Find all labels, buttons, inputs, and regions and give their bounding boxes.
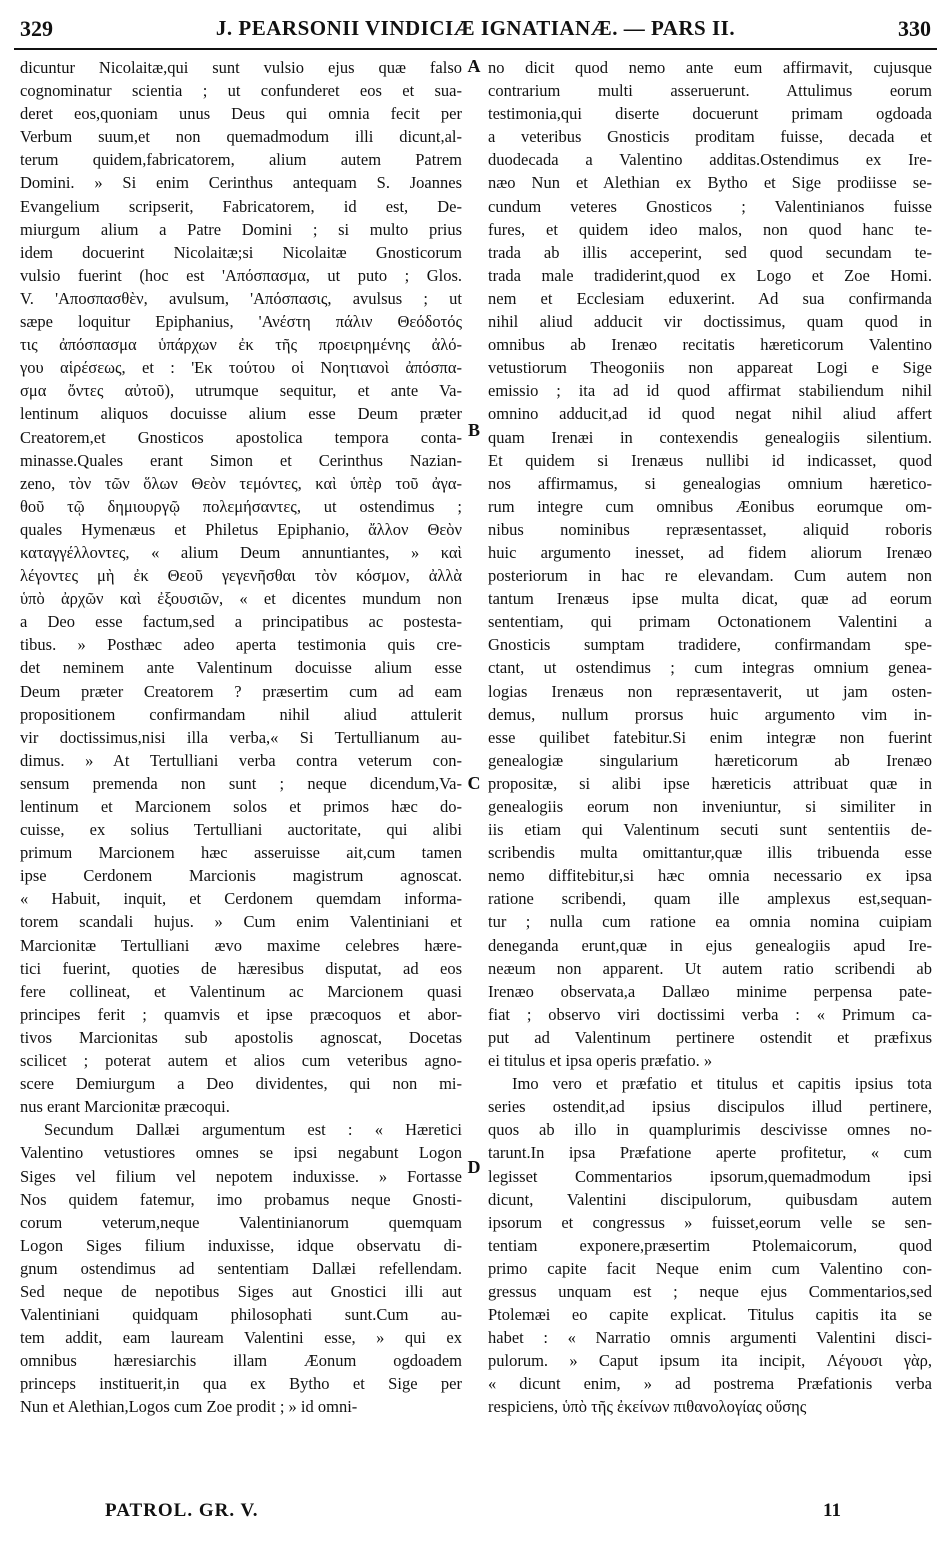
text-line: neæum non apparent. Ut autem ratio scribendi ab bbox=[488, 958, 932, 978]
text-line: Siges vel filium vel nepotem induxisse. » Fortasse bbox=[20, 1166, 462, 1186]
text-line: ctant, ut ostendimus ; cum integras omnium genea- bbox=[488, 658, 932, 678]
text-line: Sed neque de nepotibus Siges aut Gnostici illi aut bbox=[20, 1281, 462, 1301]
text-line: Verbum suum,et non quemadmodum illi dicunt,al- bbox=[20, 127, 462, 147]
text-line: tibus. » Posthæc adeo aperta testimonia quis cre- bbox=[20, 635, 462, 655]
text-line: fere collineat, et Valentinum ac Marcionem quasi bbox=[20, 981, 462, 1001]
text-line: testimonia,qui diserte docuerunt primam ogdoada bbox=[488, 104, 932, 124]
text-line: tem addit, eam lauream Valentini esse, » qui ex bbox=[20, 1328, 462, 1348]
left-column bbox=[20, 56, 462, 1419]
text-line: cuisse, ex solius Tertulliani auctoritate, qui alibi bbox=[20, 820, 462, 840]
text-line: iis etiam qui Valentinum secuti sunt sententiis de- bbox=[488, 820, 932, 840]
text-line: dicunt, Valentini discipulorum, quibusdam autem bbox=[488, 1189, 932, 1209]
text-line: V. 'Αποσπασθὲν, avulsum, 'Απόσπασις, avulsus ; ut bbox=[20, 288, 462, 308]
text-line: idem docuerint Nicolaitæ;si Nicolaitæ Gnosticorum bbox=[20, 242, 462, 262]
text-line: miurgum alium a Patre Domini ; si multo prius bbox=[20, 219, 462, 239]
text-line: series ostendit,ad ipsius discipulos illud pertinere, bbox=[488, 1097, 932, 1117]
text-line: θοῦ τῷ δημιουργῷ πολεμήσαντες, ut ostendimus ; bbox=[20, 496, 462, 516]
text-line: Deum præter Creatorem ? præsertim cum ad eam bbox=[20, 681, 462, 701]
text-line: sæpe loquitur Epiphanius, 'Ανέστη πάλιν Θεόδοτός bbox=[20, 312, 462, 332]
text-line: omnino adducit,ad id quod negat nihil aliud affert bbox=[488, 404, 932, 424]
text-line: γου αἱρέσεως, et : 'Εκ τούτου οἱ Νοητιανοὶ ἀπόσπα- bbox=[20, 358, 462, 378]
text-line: posteriorum in hac re elevandam. Cum autem non bbox=[488, 566, 932, 586]
text-line: καταγγέλλοντες, « alium Deum annuntiantes, » καὶ bbox=[20, 542, 462, 562]
text-line: torem scandali hujus. » Cum enim Valentiniani et bbox=[20, 912, 462, 932]
text-line: fiat ; observo viri doctissimi verba : « Primum ca- bbox=[488, 1004, 932, 1024]
text-line: omnibus hæresiarchis illam Æonum ogdoadem bbox=[20, 1351, 462, 1371]
text-line: quos ab illo in quamplurimis descivisse omnes no- bbox=[488, 1120, 932, 1140]
text-line: habet : « Narratio omnis argumenti Valentini disci- bbox=[488, 1328, 932, 1348]
text-line: rum integre cum omnibus Æonibus eorumque om- bbox=[488, 496, 932, 516]
text-line: pulorum. » Caput ipsum ita incipit, Λέγουσι γὰρ, bbox=[488, 1351, 932, 1371]
text-line: vetustiorum Theogoniis non appareat Logi e Sige bbox=[488, 358, 932, 378]
text-line: corum veterum,neque Valentinianorum quemquam bbox=[20, 1212, 462, 1232]
text-line: propositionem confirmandam nihil aliud attulerit bbox=[20, 704, 462, 724]
text-line: Creatorem,et Gnosticos apostolica tempora conta- bbox=[20, 427, 462, 447]
text-line: tarunt.In ipsa Præfatione aperte profitetur, « cum bbox=[488, 1143, 932, 1163]
text-line: zeno, τὸν τῶν ὅλων Θεὸν τεμόντες, καὶ ὑπὲρ τοῦ ἀγα- bbox=[20, 473, 462, 493]
text-line: terum quidem,fabricatorem, alium autem Patrem bbox=[20, 150, 462, 170]
text-line: Marcionitæ Tertulliani ævo maxime celebres hære- bbox=[20, 935, 462, 955]
footer-signature-number: 11 bbox=[823, 1500, 841, 1521]
text-line: næo Nun et Alethian ex Bytho et Sige prodiisse se- bbox=[488, 173, 932, 193]
footer-series-label: PATROL. GR. V. bbox=[105, 1500, 259, 1521]
text-line: huic argumento inesset, ad fidem aliorum Irenæo bbox=[488, 542, 932, 562]
text-line: Et quidem si Irenæus nullibi id indicasset, quod bbox=[488, 450, 932, 470]
text-line: trada ab illis acceperint, sed quod secundam te- bbox=[488, 242, 932, 262]
text-line: omnibus ab Irenæo recitatis hæreticorum Valentino bbox=[488, 335, 932, 355]
text-line: vir doctissimus,nisi illa verba,« Si Tertullianum au- bbox=[20, 727, 462, 747]
text-line: ipsorum et congressus » fuisset,eorum velle se sen- bbox=[488, 1212, 932, 1232]
text-line: legisset Commentarios ipsorum,quemadmodum ipsi bbox=[488, 1166, 932, 1186]
text-line: demus, nullum prorsus huic argumento vim in- bbox=[488, 704, 932, 724]
right-column bbox=[488, 56, 932, 1419]
text-line: cundum veteres Gnosticos ; Valentinianos fuisse bbox=[488, 196, 932, 216]
text-line: emissio ; ita ad id quod affirmat stabiliendum nihil bbox=[488, 381, 932, 401]
text-line: a Deo esse factum,sed a principatibus ac postesta- bbox=[20, 612, 462, 632]
text-line: Nun et Alethian,Logos cum Zoe prodit ; » id omni- bbox=[20, 1397, 358, 1417]
text-line: sententiam, qui primam Octonationem Valentini a bbox=[488, 612, 932, 632]
text-line: primo capite facit Neque enim cum Valentino con- bbox=[488, 1258, 932, 1278]
text-line: ὑπὸ ἀρχῶν καὶ ἐξουσιῶν, « et dicentes mundum non bbox=[20, 589, 462, 609]
text-line: a veteribus Gnosticis proditam fuisse, decada et bbox=[488, 127, 932, 147]
text-line: cognominatur scientia ; ut confunderet eos et sua- bbox=[20, 81, 462, 101]
text-line: tantum Irenæus ipse multa dicat, quæ ad eorum bbox=[488, 589, 932, 609]
text-line: Imo vero et præfatio et titulus et capitis ipsius tota bbox=[512, 1074, 932, 1094]
text-line: nibus nominibus repræsentasset, aliquid roboris bbox=[488, 519, 932, 539]
text-line: gnum ostendimus ad sententiam Dallæi refellendam. bbox=[20, 1258, 462, 1278]
text-line: ratione scribendi, quam ille amplexus est,sequan- bbox=[488, 889, 932, 909]
text-line: tivos Marcionitas sub apostolis agnoscat, Docetas bbox=[20, 1027, 462, 1047]
text-line: Ptolemæi eo capite explicat. Titulus capitis ita se bbox=[488, 1305, 932, 1325]
text-line: nos affirmamus, si genealogias omnium hæretico- bbox=[488, 473, 932, 493]
text-line: Valentino vetustiores omnes se ipsi negabunt Logon bbox=[20, 1143, 462, 1163]
text-line: genealogiæ singularium hæreticorum ab Irenæo bbox=[488, 750, 932, 770]
text-line: deneganda erunt,quæ in ejus genealogiis apud Ire- bbox=[488, 935, 932, 955]
text-line: tentiam exponere,præsertim Ptolemaicorum, quod bbox=[488, 1235, 932, 1255]
margin-marker-c: C bbox=[467, 773, 481, 793]
text-line: esse quilibet fatebitur.Si enim integræ non fuerint bbox=[488, 727, 932, 747]
text-line: dicuntur Nicolaitæ,qui sunt vulsio ejus quæ falso bbox=[20, 58, 462, 77]
text-line: lentinum et Marcionem solos et primos hæc do- bbox=[20, 797, 462, 816]
text-line: Valentiniani quidquam philosophati sunt.Cum au- bbox=[20, 1305, 462, 1325]
text-line: vulsio fuerint (hoc est 'Απόσπασμα, ut puto ; Glos. bbox=[20, 265, 462, 285]
text-line: contrarium multi asseruerunt. Attulimus eorum bbox=[488, 81, 932, 101]
text-line: no dicit quod nemo ante eum affirmavit, cujusque bbox=[488, 58, 932, 77]
text-line: Nos quidem fatemur, imo probamus neque Gnosti- bbox=[20, 1189, 462, 1209]
text-line: gressus unquam est ; neque ejus Commentarios,sed bbox=[488, 1281, 932, 1301]
text-line: Logon Siges filium induxisse, idque observatu di- bbox=[20, 1235, 462, 1255]
text-line: logias Irenæus non repræsentaverit, ut jam osten- bbox=[488, 681, 932, 701]
text-line: princeps instituerit,in qua ex Bytho et Sige per bbox=[20, 1374, 462, 1394]
text-line: tici fuerint, quoties de hæresibus disputat, ad eos bbox=[20, 958, 462, 978]
margin-marker-b: B bbox=[467, 420, 480, 440]
text-line: nus erant Marcionitæ præcoqui. bbox=[20, 1097, 230, 1117]
text-line: primum Marcionem hæc asseruisse ait,cum tamen bbox=[20, 843, 462, 863]
text-line: scere Demiurgum a Deo dividentes, qui non mi- bbox=[20, 1074, 462, 1094]
text-line: Gnosticis sumptam tradidere, confirmandam spe- bbox=[488, 635, 932, 655]
text-line: nihil aliud adducit vir doctissimus, quam quod in bbox=[488, 312, 932, 332]
text-line: σμα ὄντες αὐτοῦ), utrumque sequitur, et ante Va- bbox=[20, 381, 462, 401]
text-line: minasse.Quales erant Simon et Cerinthus Nazian- bbox=[20, 450, 462, 470]
text-line: genealogiis eorum non inveniuntur, si similiter in bbox=[488, 797, 932, 816]
page-footer bbox=[105, 1500, 911, 1530]
text-line: ipse Cerdonem Marcionis magistrum agnoscat. bbox=[20, 866, 462, 886]
text-line: Domini. » Si enim Cerinthus antequam S. Joannes bbox=[20, 173, 462, 193]
text-line: scribendis multa omittantur,quæ illis tribuenda esse bbox=[488, 843, 932, 863]
text-line: principes ferit ; quamvis et ipse præcoquos et abor- bbox=[20, 1004, 462, 1024]
text-line: det neminem ante Valentinum docuisse alium esse bbox=[20, 658, 462, 678]
text-line: deret eos,quoniam unus Deus qui omnia fecit per bbox=[20, 104, 462, 124]
page-number-left: 329 bbox=[20, 16, 53, 41]
page-number-right: 330 bbox=[898, 16, 931, 41]
text-line: trada male tradiderint,quod ex Logo et Zoe Homi. bbox=[488, 265, 932, 285]
text-line: Secundum Dallæi argumentum est : « Hæretici bbox=[44, 1120, 462, 1140]
running-title: J. PEARSONII VINDICIÆ IGNATIANÆ. — PARS II. bbox=[215, 16, 736, 40]
text-line: Evangelium scripserit, Fabricatorem, id est, De- bbox=[20, 196, 462, 216]
text-line: nemo diffitebitur,si hæc omnia necessario ex ipsa bbox=[488, 866, 932, 886]
text-line: put ad Valentinum pertinere ostendit et præfixus bbox=[488, 1027, 932, 1047]
text-line: nem et Ecclesiam eduxerint. Ad sua confirmanda bbox=[488, 288, 932, 308]
text-line: λέγοντες μὴ ἐκ Θεοῦ γεγενῆσθαι τὸν κόσμον, ἀλλὰ bbox=[20, 566, 462, 586]
text-line: τις ἀπόσπασμα ὑπάρχων ἐκ τῆς προειρημένης ἀλό- bbox=[20, 335, 462, 355]
text-line: scilicet ; poterat autem et alios cum veteribus agno- bbox=[20, 1051, 462, 1071]
margin-marker-a: A bbox=[467, 56, 481, 76]
running-header bbox=[14, 14, 937, 50]
text-line: lentinum aliquos docuisse alium esse Deum præter bbox=[20, 404, 462, 424]
text-line: « Habuit, inquit, et Cerdonem quemdam informa- bbox=[20, 889, 462, 909]
text-line: propositæ, si alibi ipse hæreticis attribuat quæ in bbox=[488, 773, 932, 793]
margin-marker-d: D bbox=[467, 1157, 481, 1177]
text-line: tur ; nulla cum ratione ea omnia nomina cuipiam bbox=[488, 912, 932, 932]
text-line: quam Irenæi in contexendis genealogiis silentium. bbox=[488, 427, 932, 447]
text-line: respiciens, ὑπὸ τῆς ἐκείνων πιθανολογίας οὔσης bbox=[488, 1397, 807, 1417]
text-line: ei titulus et ipsa operis præfatio. » bbox=[488, 1051, 713, 1071]
text-line: quales Hymenæus et Philetus Epiphanio, ἄλλον Θεὸν bbox=[20, 519, 462, 539]
text-line: dimus. » At Tertulliani verba contra veterum con- bbox=[20, 750, 462, 770]
text-line: sensum premenda non sunt ; neque dicendum,Va- bbox=[20, 773, 462, 793]
text-line: « dicunt enim, » ad postrema Præfationis verba bbox=[488, 1374, 932, 1394]
text-line: duodecada a Valentino additas.Ostendimus ex Ire- bbox=[488, 150, 932, 170]
text-line: Irenæo observata,a Dallæo minime perpensa pate- bbox=[488, 981, 932, 1001]
text-line: fures, et quidem ideo malos, non quod hanc te- bbox=[488, 219, 932, 239]
